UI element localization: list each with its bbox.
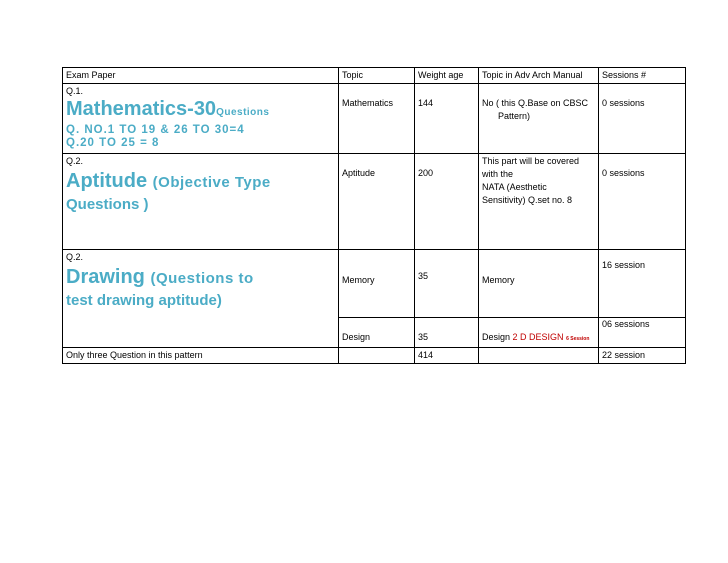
topic-cell: Aptitude bbox=[339, 154, 415, 250]
topic-adv-cell: Design 2 D DESIGN 6 Session bbox=[479, 318, 599, 348]
sessions-cell: 06 sessions bbox=[599, 318, 686, 348]
row-mathematics bbox=[63, 84, 686, 154]
sessions-cell: 16 session bbox=[599, 250, 686, 318]
weight-cell: 200 bbox=[415, 154, 479, 250]
footer-total-sessions: 22 session bbox=[599, 348, 686, 364]
sessions-cell: 0 sessions bbox=[599, 84, 686, 154]
question-number: Q.2. bbox=[66, 252, 84, 262]
header-sessions: Sessions # bbox=[599, 68, 686, 84]
weight-cell: 35 bbox=[415, 318, 479, 348]
section-title-line2: test drawing aptitude) bbox=[66, 292, 222, 309]
question-range-1: Q. NO.1 TO 19 & 26 TO 30=4 bbox=[66, 124, 245, 136]
footer-topic-empty bbox=[339, 348, 415, 364]
topic-cell: Design bbox=[339, 318, 415, 348]
section-title-line2: Questions ) bbox=[66, 196, 149, 213]
topic-cell: Memory bbox=[339, 250, 415, 318]
weight-cell: 144 bbox=[415, 84, 479, 154]
section-title: Aptitude (Objective Type bbox=[66, 170, 271, 192]
section-title: Drawing (Questions to bbox=[66, 266, 254, 288]
exam-paper-cell bbox=[63, 84, 339, 154]
row-aptitude bbox=[63, 154, 686, 250]
exam-paper-cell bbox=[63, 154, 339, 250]
sessions-cell: 0 sessions bbox=[599, 154, 686, 250]
header-topic-adv: Topic in Adv Arch Manual bbox=[479, 68, 599, 84]
topic-adv-cell: Memory bbox=[479, 250, 599, 318]
header-row bbox=[63, 68, 686, 84]
weight-cell: 35 bbox=[415, 250, 479, 318]
footer-row bbox=[63, 348, 686, 364]
footer-adv-empty bbox=[479, 348, 599, 364]
section-title: Mathematics-30Questions bbox=[66, 98, 270, 120]
question-number: Q.1. bbox=[66, 86, 84, 96]
question-number: Q.2. bbox=[66, 156, 84, 166]
header-exam-paper: Exam Paper bbox=[63, 68, 339, 84]
row-drawing-memory bbox=[63, 250, 686, 318]
topic-adv-cell: This part will be covered with the NATA (Aesthetic Sensitivity) Q.set no. 8 bbox=[479, 154, 599, 250]
header-topic: Topic bbox=[339, 68, 415, 84]
header-weightage: Weight age bbox=[415, 68, 479, 84]
exam-paper-cell bbox=[63, 250, 339, 348]
exam-table bbox=[62, 67, 686, 364]
footer-label: Only three Question in this pattern bbox=[63, 348, 339, 364]
question-range-2: Q.20 TO 25 = 8 bbox=[66, 137, 160, 149]
topic-adv-cell: No ( this Q.Base on CBSC Pattern) bbox=[479, 84, 599, 154]
topic-cell: Mathematics bbox=[339, 84, 415, 154]
footer-total-weight: 414 bbox=[415, 348, 479, 364]
